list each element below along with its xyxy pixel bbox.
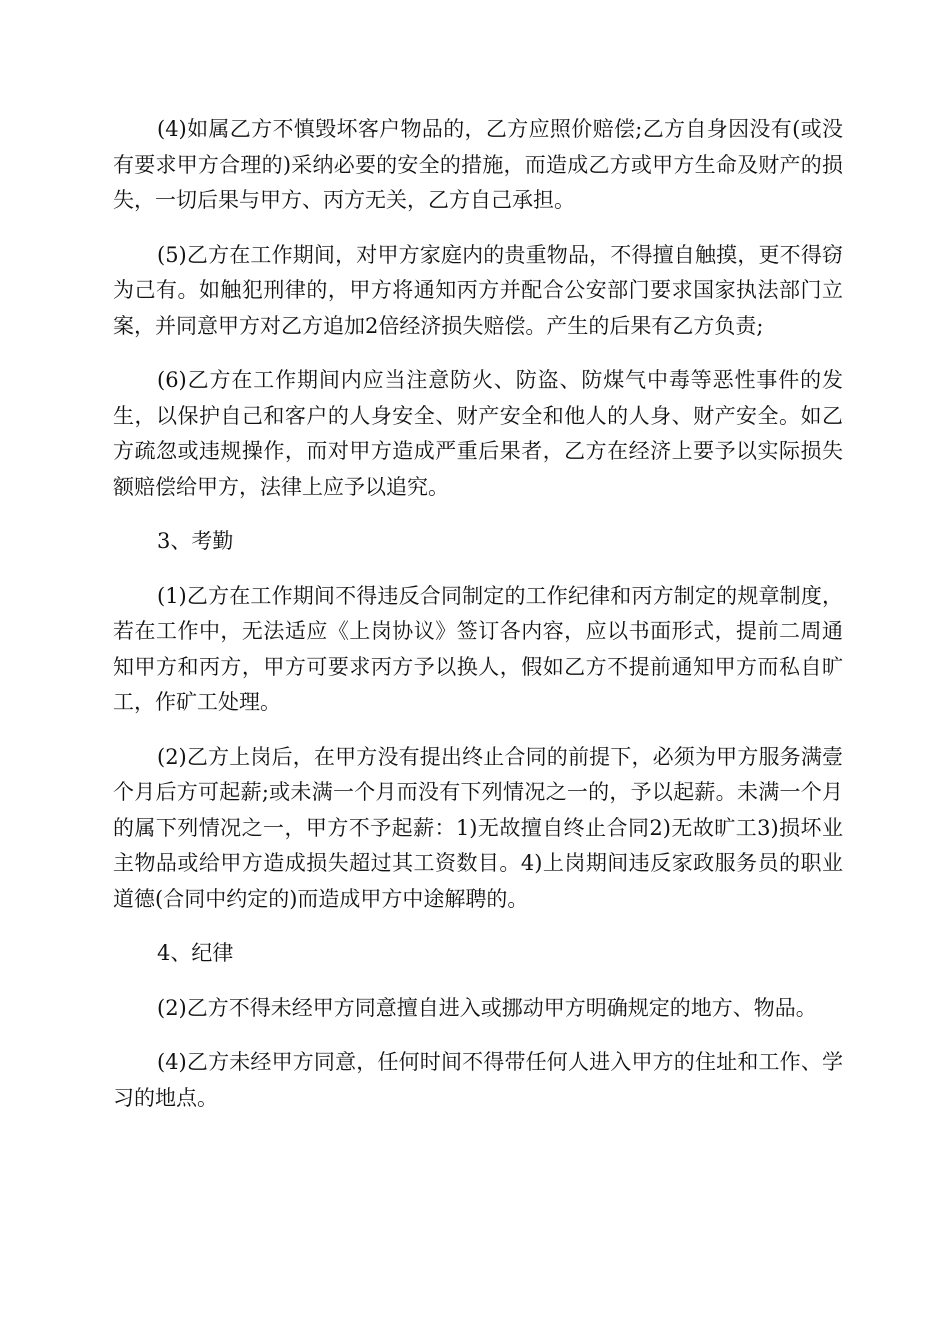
clause-safety: (6)乙方在工作期间内应当注意防火、防盗、防煤气中毒等恶性事件的发生，以保护自己和客户的人身安全、财产安全和他人的人身、财产安全。如乙方疏忽或违规操作，而对甲方造成严重后果者，乙方在经济上要予以实际损失额赔偿给甲方，法律上应予以追究。 [113, 368, 843, 499]
document-body [113, 112, 843, 1135]
clause-salary-start: (2)乙方上岗后，在甲方没有提出终止合同的前提下，必须为甲方服务满壹个月后方可起薪;或未满一个月而没有下列情况之一的，予以起薪。未满一个月的属下列情况之一，甲方不予起薪：1)无故擅自终止合同2)无故旷工3)损坏业主物品或给甲方造成损失超过其工资数目。4)上岗期间违反家政服务员的职业道德(合同中约定的)而造成甲方中途解聘的。 [113, 744, 843, 911]
clause-restricted-areas: (2)乙方不得未经甲方同意擅自进入或挪动甲方明确规定的地方、物品。 [157, 995, 817, 1020]
clause-valuables: (5)乙方在工作期间，对甲方家庭内的贵重物品，不得擅自触摸，更不得窃为己有。如触犯刑律的，甲方将通知丙方并配合公安部门要求国家执法部门立案，并同意甲方对乙方追加2倍经济损失赔偿。产生的后果有乙方负责; [113, 242, 843, 338]
clause-attendance-rules: (1)乙方在工作期间不得违反合同制定的工作纪律和丙方制定的规章制度，若在工作中，无法适应《上岗协议》签订各内容，应以书面形式，提前二周通知甲方和丙方，甲方可要求丙方予以换人，假如乙方不提前通知甲方而私自旷工，作矿工处理。 [113, 583, 843, 714]
section-attendance-heading: 3、考勤 [157, 529, 234, 553]
clause-damage-compensation: (4)如属乙方不慎毁坏客户物品的，乙方应照价赔偿;乙方自身因没有(或没有要求甲方合理的)采纳必要的安全的措施，而造成乙方或甲方生命及财产的损失，一切后果与甲方、丙方无关，乙方自己承担。 [113, 117, 843, 212]
section-discipline-heading: 4、纪律 [157, 941, 234, 965]
clause-no-visitors: (4)乙方未经甲方同意，任何时间不得带任何人进入甲方的住址和工作、学习的地点。 [113, 1050, 843, 1110]
